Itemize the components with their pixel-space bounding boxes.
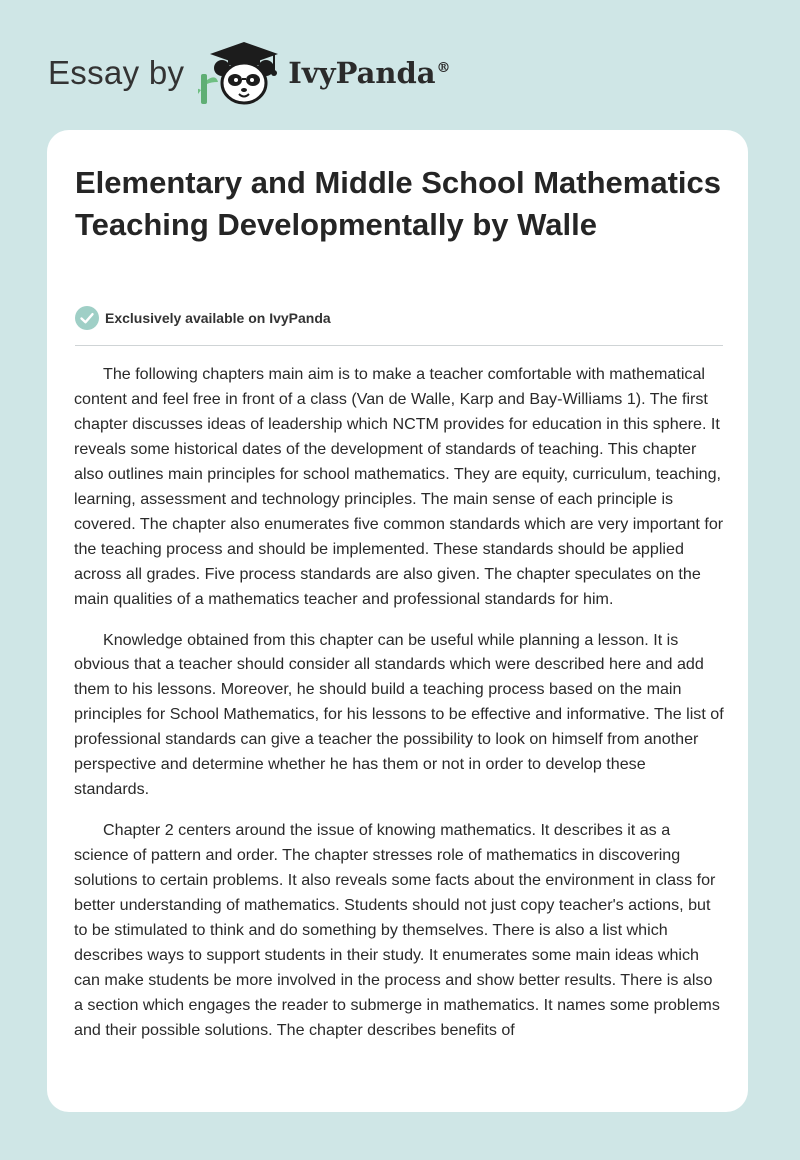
brand-prefix: Essay by	[48, 54, 185, 91]
exclusive-label: Exclusively available on IvyPanda	[105, 310, 331, 326]
brand-name	[288, 56, 450, 90]
exclusive-badge	[75, 306, 331, 330]
brand-header	[48, 38, 451, 108]
registered-mark: ®	[436, 60, 451, 77]
panda-logo-icon	[198, 38, 280, 108]
essay-title: Elementary and Middle School Mathematics Teaching Developmentally by Walle	[75, 165, 721, 242]
check-circle-icon	[75, 306, 99, 330]
essay-paragraph: Chapter 2 centers around the issue of knowing mathematics. It describes it as a science of pattern and order. The chapter stresses role of mathematics in discovering solutions to certain problems. It also reveals some facts about the environment in class for better understanding of mathematics. Students should not just copy teacher's actions, but to be stimulated to think and do something by themselves. There is also a list which describes ways to support students in their study. It enumerates some main ideas which can make students be more involved in the process and show better results. There is also a section which engages the reader to submerge in mathematics. It names some problems and their possible solutions. The chapter describes benefits of	[74, 821, 720, 1039]
essay-paragraph: The following chapters main aim is to make a teacher comfortable with mathematical content and feel free in front of a class (Van de Walle, Karp and Bay-Williams 1). The first chapter discusses ideas of leadership which NCTM provides for education in this sphere. It reveals some historical dates of the development of standards of teaching. This chapter also outlines main principles for school mathematics. They are equity, curriculum, teaching, learning, assessment and technology principles. The main sense of each principle is covered. The chapter also enumerates five common standards which are very important for the teaching process and should be implemented. These standards should be applied across all grades. Five process standards are also given. The chapter speculates on the main qualities of a mathematics teacher and professional standards for him.	[74, 365, 724, 608]
brand-name-text: IvyPanda	[288, 56, 436, 90]
essay-body	[74, 362, 724, 1059]
essay-paragraph: Knowledge obtained from this chapter can be useful while planning a lesson. It is obvious that a teacher should consider all standards which were described here and add them to his lessons. Moreover, he should build a teaching process based on the main principles for School Mathematics, for his lessons to be effective and informative. The list of professional standards can give a teacher the possibility to look on himself from another perspective and determine whether he has them or not in order to develop these standards.	[74, 630, 724, 799]
title-divider	[75, 345, 723, 346]
essay-card	[47, 130, 748, 1112]
